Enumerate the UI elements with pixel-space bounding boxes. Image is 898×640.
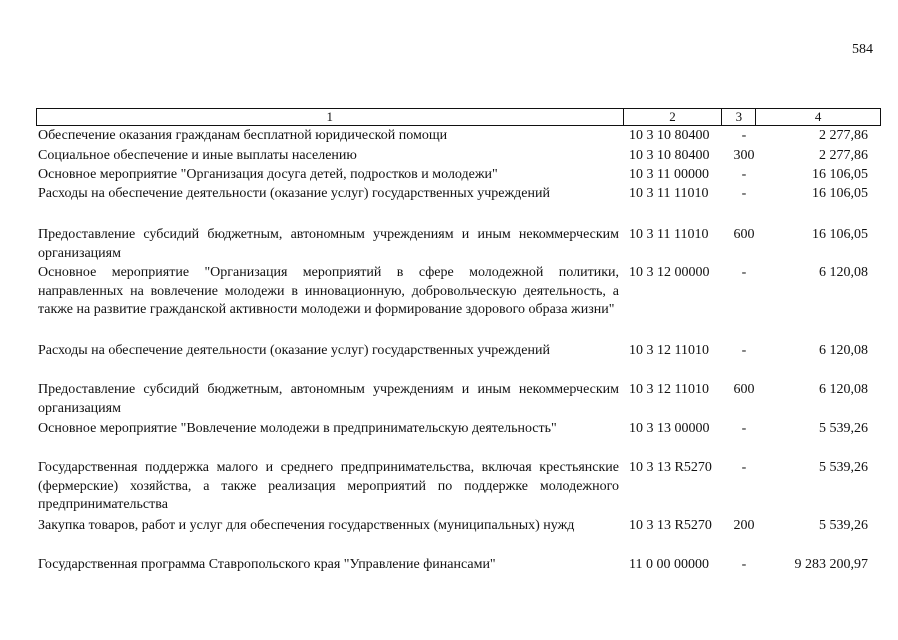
- row-vr: -: [741, 186, 747, 201]
- row-vr: -: [741, 167, 747, 182]
- row-amount: 5 539,26: [819, 460, 868, 475]
- row-name: Предоставление субсидий бюджетным, автономным учреждениям и иным некоммерческим организациям: [38, 382, 619, 416]
- page-number: 584: [852, 42, 873, 57]
- row-vr: -: [741, 421, 747, 436]
- row-vr: -: [741, 343, 747, 358]
- header-col-2: 2: [624, 109, 723, 125]
- row-vr: 300: [733, 148, 755, 163]
- row-vr: -: [741, 128, 747, 143]
- row-amount: 16 106,05: [812, 227, 868, 242]
- row-code: 10 3 11 00000: [629, 167, 709, 182]
- header-col-4: 4: [814, 109, 822, 124]
- row-name: Закупка товаров, работ и услуг для обеспечения государственных (муниципальных) нужд: [38, 518, 575, 533]
- row-name: Основное мероприятие "Вовлечение молодежи в предпринимательскую деятельность": [38, 421, 557, 436]
- row-name: Государственная поддержка малого и среднего предпринимательства, включая крестьянские (фермерские) хозяйства, а также реализация мероприятий по поддержке молодежного предпринимательства: [38, 460, 619, 512]
- row-amount: 9 283 200,97: [794, 557, 868, 572]
- row-amount: 16 106,05: [812, 167, 868, 182]
- row-code: 10 3 11 11010: [629, 186, 709, 201]
- row-name: Предоставление субсидий бюджетным, автономным учреждениям и иным некоммерческим организациям: [38, 227, 619, 261]
- row-amount: 6 120,08: [819, 382, 868, 397]
- row-code: 10 3 11 11010: [629, 227, 709, 242]
- row-code: 10 3 13 R5270: [629, 518, 712, 533]
- table-header: [36, 108, 881, 126]
- row-vr: -: [741, 557, 747, 572]
- header-col-3: 3: [722, 109, 756, 125]
- row-amount: 5 539,26: [819, 518, 868, 533]
- row-name: Обеспечение оказания гражданам бесплатной юридической помощи: [38, 128, 448, 143]
- row-vr: -: [741, 265, 747, 280]
- header-col-1: 1: [37, 109, 624, 125]
- row-code: 10 3 12 11010: [629, 382, 709, 397]
- row-amount: 5 539,26: [819, 421, 868, 436]
- row-code: 10 3 10 80400: [629, 128, 710, 143]
- row-name: Расходы на обеспечение деятельности (оказание услуг) государственных учреждений: [38, 343, 550, 358]
- row-amount: 16 106,05: [812, 186, 868, 201]
- row-name: Социальное обеспечение и иные выплаты населению: [38, 148, 357, 163]
- row-name: Расходы на обеспечение деятельности (оказание услуг) государственных учреждений: [38, 186, 550, 201]
- row-amount: 6 120,08: [819, 343, 868, 358]
- row-amount: 2 277,86: [819, 128, 868, 143]
- row-amount: 2 277,86: [819, 148, 868, 163]
- row-name: Государственная программа Ставропольского края "Управление финансами": [38, 557, 496, 572]
- row-vr: -: [741, 460, 747, 475]
- row-vr: 600: [733, 227, 755, 242]
- row-vr: 200: [733, 518, 755, 533]
- row-name: Основное мероприятие "Организация досуга детей, подростков и молодежи": [38, 167, 498, 182]
- row-name: Основное мероприятие "Организация мероприятий в сфере молодежной политики, направленных на вовлечение молодежи в инновационную, добровольческую деятельность, а также на развитие гражданской активности молодежи и формирование здорового образа жизни": [38, 265, 619, 317]
- row-code: 10 3 12 00000: [629, 265, 710, 280]
- row-code: 10 3 13 00000: [629, 421, 710, 436]
- row-code: 10 3 10 80400: [629, 148, 710, 163]
- row-code: 10 3 12 11010: [629, 343, 709, 358]
- row-code: 10 3 13 R5270: [629, 460, 712, 475]
- row-amount: 6 120,08: [819, 265, 868, 280]
- row-vr: 600: [733, 382, 755, 397]
- row-code: 11 0 00 00000: [629, 557, 709, 572]
